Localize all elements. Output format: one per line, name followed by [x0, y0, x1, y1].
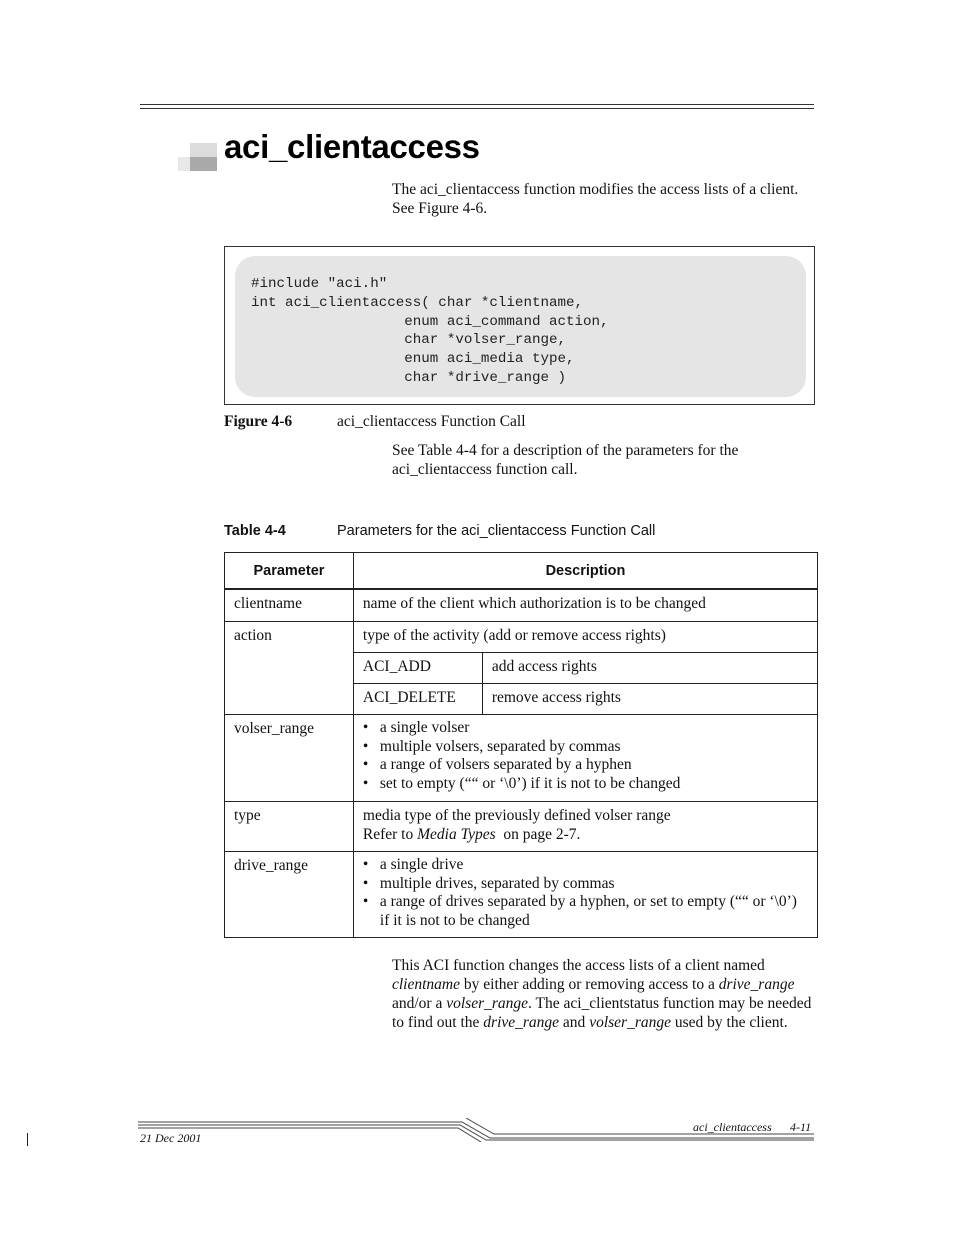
constant-description: add access rights [491, 658, 597, 675]
param-name: action [234, 627, 272, 644]
code-line: #include "aci.h" [251, 276, 388, 292]
footer-section-name: aci_clientaccess [693, 1120, 772, 1134]
code-figure [224, 246, 815, 405]
section-marker-icon [178, 143, 218, 171]
list-item: • a single drive [363, 856, 809, 875]
code-line: char *drive_range ) [251, 369, 567, 386]
footer-date: 21 Dec 2001 [140, 1131, 202, 1145]
table-header-row [225, 553, 818, 590]
top-rule-lower [140, 108, 814, 109]
param-name: type [234, 807, 261, 824]
table-row [225, 622, 818, 653]
list-item: • set to empty (““ or ‘\0’) if it is not to be changed [363, 775, 809, 794]
table-row [225, 589, 818, 622]
parameters-table [224, 552, 818, 938]
list-item: • a single volser [363, 719, 809, 738]
param-description: type of the activity (add or remove access rights) [362, 627, 666, 644]
bullet-list [363, 719, 809, 793]
intro-paragraph: The aci_clientaccess function modifies the access lists of a client. See Figure 4-6. [392, 181, 799, 217]
param-description: media type of the previously defined volser range [362, 807, 671, 824]
constant-name: ACI_ADD [362, 658, 431, 675]
table-row [225, 715, 818, 802]
list-item: • multiple volsers, separated by commas [363, 738, 809, 757]
change-bar [27, 1133, 28, 1146]
param-name: clientname [234, 595, 302, 612]
constant-description: remove access rights [491, 689, 621, 706]
table-row [225, 802, 818, 852]
param-description: name of the client which authorization is to be changed [362, 595, 706, 612]
code-line: enum aci_media type, [251, 351, 575, 368]
constant-name: ACI_DELETE [362, 689, 456, 706]
bullet-list [363, 856, 809, 930]
page-title: aci_clientaccess [224, 128, 480, 165]
code-line: enum aci_command action, [251, 313, 609, 330]
cross-reference: Refer to Media Types on page 2-7. [362, 826, 581, 843]
list-item: • a range of drives separated by a hyphen, or set to empty (““ or ‘\0’) if it is not to be changed [363, 893, 809, 930]
header-parameter: Parameter [225, 553, 354, 590]
header-description: Description [353, 553, 817, 590]
param-name: drive_range [234, 857, 309, 874]
code-box [235, 256, 806, 397]
figure-caption: aci_clientaccess Function Call [337, 413, 526, 430]
closing-paragraph: This ACI function changes the access lists of a client named clientname by either adding or removing access to a drive_range and/or a volser_range. The aci_clientstatus function may be needed to find out the drive_range and volser_range used by the client. [392, 957, 812, 1031]
see-table-paragraph: See Table 4-4 for a description of the parameters for the aci_clientaccess function call. [392, 442, 739, 478]
list-item: • multiple drives, separated by commas [363, 875, 809, 894]
footer-page-number: 4-11 [790, 1120, 812, 1134]
figure-label: Figure 4-6 [224, 413, 293, 430]
code-listing [251, 275, 609, 388]
reference-title: Media Types [417, 826, 496, 843]
table-label: Table 4-4 [224, 523, 286, 539]
list-item: • a range of volsers separated by a hyphen [363, 756, 809, 775]
code-line: char *volser_range, [251, 332, 567, 349]
code-line: int aci_clientaccess( char *clientname, [251, 294, 584, 311]
table-caption: Parameters for the aci_clientaccess Function Call [337, 523, 656, 539]
param-name: volser_range [234, 720, 315, 737]
top-rule-upper [140, 104, 814, 105]
table-row [225, 852, 818, 938]
